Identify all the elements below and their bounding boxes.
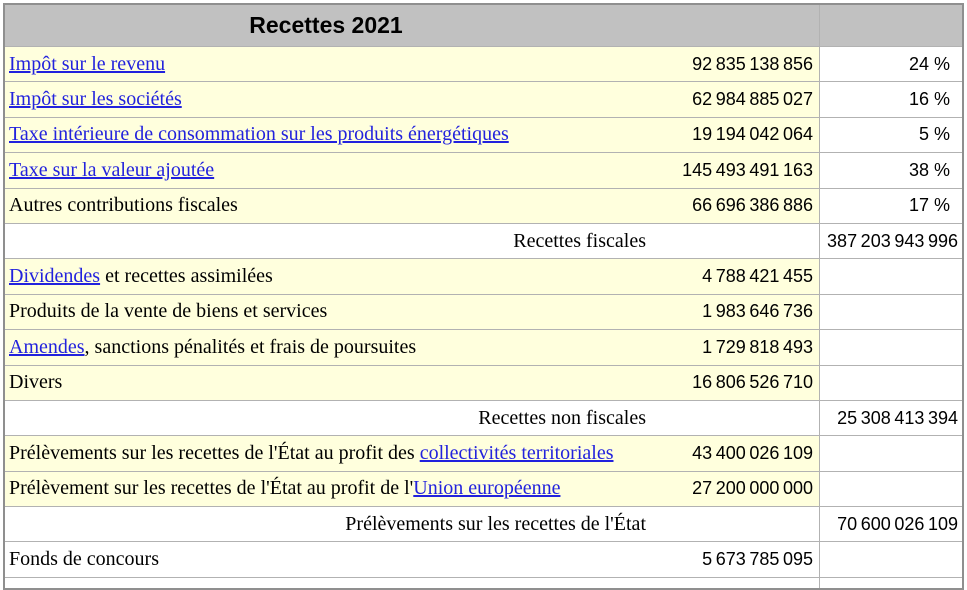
table-row xyxy=(4,188,963,223)
row-label-cell xyxy=(4,117,647,152)
section-total-row xyxy=(4,400,963,435)
row-percent: 16 % xyxy=(820,82,963,117)
table-row xyxy=(4,471,963,506)
row-percent xyxy=(820,330,963,365)
row-percent: 24 % xyxy=(820,47,963,82)
label-link[interactable]: Amendes xyxy=(9,335,85,358)
row-value: 4 788 421 455 xyxy=(647,259,820,294)
budget-sheet xyxy=(3,3,964,590)
partial-row xyxy=(4,577,963,589)
row-value: 92 835 138 856 xyxy=(647,47,820,82)
row-label-cell xyxy=(4,330,647,365)
label-link[interactable]: collectivités territoriales xyxy=(419,441,614,464)
table-row xyxy=(4,82,963,117)
table-title: Recettes 2021 xyxy=(4,4,647,47)
row-label-cell xyxy=(4,542,647,577)
row-percent xyxy=(820,471,963,506)
section-label: Recettes non fiscales xyxy=(4,400,647,435)
label-text: Fonds de concours xyxy=(9,548,159,571)
row-percent: 38 % xyxy=(820,153,963,188)
label-link[interactable]: Impôt sur le revenu xyxy=(9,52,166,75)
label-text: , sanctions pénalités et frais de poursuites xyxy=(84,335,417,358)
row-percent xyxy=(820,294,963,329)
row-value: 66 696 386 886 xyxy=(647,188,820,223)
row-label-cell xyxy=(4,471,647,506)
revenue-table xyxy=(3,3,964,590)
row-value: 1 983 646 736 xyxy=(647,294,820,329)
section-total: 387 203 943 996 xyxy=(820,223,963,258)
row-percent xyxy=(820,365,963,400)
row-label-cell xyxy=(4,188,647,223)
section-spacer xyxy=(647,223,820,258)
section-spacer xyxy=(647,400,820,435)
label-text: Produits de la vente de biens et services xyxy=(9,300,328,323)
label-link[interactable]: Impôt sur les sociétés xyxy=(9,88,182,111)
section-label: Prélèvements sur les recettes de l'État xyxy=(4,507,647,542)
section-label: Recettes fiscales xyxy=(4,223,647,258)
row-label-cell xyxy=(4,259,647,294)
table-row xyxy=(4,117,963,152)
partial-cell xyxy=(4,577,647,589)
table-row xyxy=(4,259,963,294)
row-label-cell xyxy=(4,82,647,117)
table-row xyxy=(4,47,963,82)
row-value: 62 984 885 027 xyxy=(647,82,820,117)
row-value: 145 493 491 163 xyxy=(647,153,820,188)
label-link[interactable]: Union européenne xyxy=(413,477,561,500)
table-row xyxy=(4,542,963,577)
row-value: 27 200 000 000 xyxy=(647,471,820,506)
row-percent: 5 % xyxy=(820,117,963,152)
label-link[interactable]: Dividendes xyxy=(9,265,101,288)
row-value: 43 400 026 109 xyxy=(647,436,820,471)
section-total-row xyxy=(4,223,963,258)
partial-cell xyxy=(647,577,820,589)
partial-cell xyxy=(820,577,963,589)
row-label-cell xyxy=(4,153,647,188)
label-text: et recettes assimilées xyxy=(100,265,273,288)
row-value: 5 673 785 095 xyxy=(647,542,820,577)
revenue-table-body xyxy=(4,4,963,589)
label-text: Prélèvements sur les recettes de l'État au profit des xyxy=(9,441,420,464)
row-label-cell xyxy=(4,436,647,471)
label-text: Prélèvement sur les recettes de l'État au profit de l' xyxy=(9,477,414,500)
table-row xyxy=(4,365,963,400)
row-value: 16 806 526 710 xyxy=(647,365,820,400)
row-label-cell xyxy=(4,365,647,400)
table-row xyxy=(4,436,963,471)
section-total: 25 308 413 394 xyxy=(820,400,963,435)
row-percent xyxy=(820,542,963,577)
row-percent: 17 % xyxy=(820,188,963,223)
row-label-cell xyxy=(4,47,647,82)
row-value: 1 729 818 493 xyxy=(647,330,820,365)
label-text: Autres contributions fiscales xyxy=(9,194,238,217)
section-spacer xyxy=(647,507,820,542)
label-link[interactable]: Taxe intérieure de consommation sur les produits énergétiques xyxy=(9,123,509,146)
row-percent xyxy=(820,436,963,471)
row-label-cell xyxy=(4,294,647,329)
header-empty-cell xyxy=(647,4,820,47)
table-header-row xyxy=(4,4,963,47)
table-row xyxy=(4,330,963,365)
row-percent xyxy=(820,259,963,294)
row-value: 19 194 042 064 xyxy=(647,117,820,152)
section-total: 70 600 026 109 xyxy=(820,507,963,542)
label-link[interactable]: Taxe sur la valeur ajoutée xyxy=(9,158,215,181)
label-text: Divers xyxy=(9,371,63,394)
table-row xyxy=(4,294,963,329)
header-percent-cell xyxy=(820,4,963,47)
section-total-row xyxy=(4,507,963,542)
table-row xyxy=(4,153,963,188)
